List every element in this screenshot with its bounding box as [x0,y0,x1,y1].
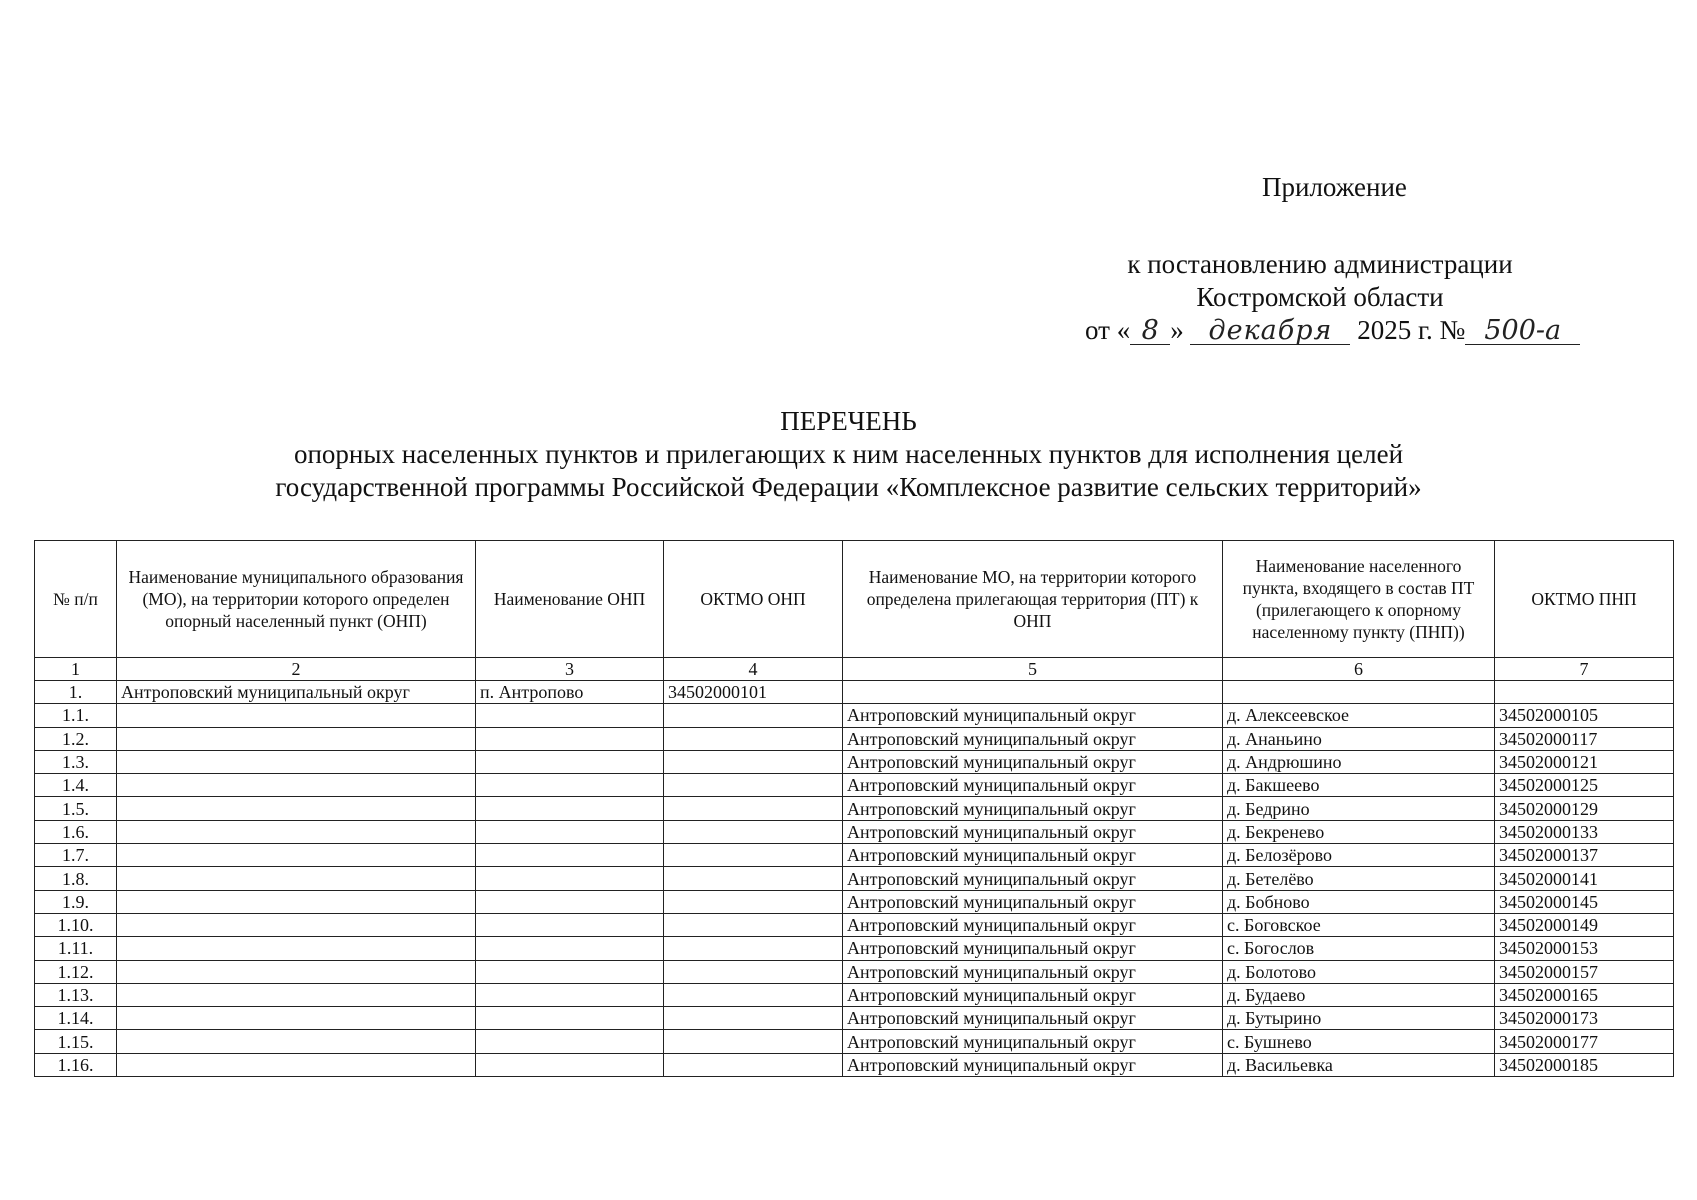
cell-number: 1.1. [35,704,117,727]
cell-pnp-name: д. Будаево [1223,983,1495,1006]
appendix-label: Приложение [1262,172,1407,202]
cell-number: 1.11. [35,937,117,960]
table-row [35,937,1674,960]
resolution-reference [1085,248,1562,347]
cell-pt-mo-name: Антроповский муниципальный округ [843,750,1223,773]
cell-onp-oktmo [664,937,843,960]
table-row [35,1030,1674,1053]
cell-onp-name [476,1007,664,1030]
cell-pnp-oktmo: 34502000117 [1495,727,1674,750]
cell-mo-name [117,704,476,727]
cell-pt-mo-name: Антроповский муниципальный округ [843,844,1223,867]
table-row [35,820,1674,843]
cell-pt-mo-name: Антроповский муниципальный округ [843,867,1223,890]
cell-onp-name [476,820,664,843]
cell-pt-mo-name: Антроповский муниципальный округ [843,960,1223,983]
cell-pt-mo-name: Антроповский муниципальный округ [843,774,1223,797]
title-line-1: опорных населенных пунктов и прилегающих к ним населенных пунктов для исполнения целей [293,439,1404,469]
column-number-row [35,658,1674,681]
header-onp-oktmo: ОКТМО ОНП [664,541,843,658]
cell-onp-oktmo [664,750,843,773]
column-number: 5 [843,658,1223,681]
cell-pnp-name: д. Ананьино [1223,727,1495,750]
table-row [35,960,1674,983]
cell-pnp-name: с. Богослов [1223,937,1495,960]
cell-onp-name [476,844,664,867]
cell-pnp-oktmo: 34502000185 [1495,1053,1674,1076]
cell-pnp-oktmo: 34502000137 [1495,844,1674,867]
cell-number: 1.8. [35,867,117,890]
cell-onp-oktmo [664,844,843,867]
cell-pnp-name: д. Бетелёво [1223,867,1495,890]
header-pnp-oktmo: ОКТМО ПНП [1495,541,1674,658]
cell-pt-mo-name: Антроповский муниципальный округ [843,913,1223,936]
table-row [35,867,1674,890]
settlements-table [34,540,1674,1077]
cell-number: 1.13. [35,983,117,1006]
header-onp-name: Наименование ОНП [476,541,664,658]
cell-pnp-oktmo: 34502000145 [1495,890,1674,913]
cell-onp-name [476,797,664,820]
table-row [35,704,1674,727]
cell-onp-name [476,937,664,960]
cell-pnp-oktmo: 34502000149 [1495,913,1674,936]
cell-pnp-name: д. Бутырино [1223,1007,1495,1030]
cell-pnp-oktmo: 34502000141 [1495,867,1674,890]
cell-mo-name [117,797,476,820]
cell-mo-name [117,913,476,936]
cell-mo-name [117,844,476,867]
cell-number: 1.14. [35,1007,117,1030]
column-number: 2 [117,658,476,681]
cell-onp-oktmo [664,960,843,983]
cell-mo-name [117,1007,476,1030]
header-mo-name: Наименование муниципального образования (МО), на территории которого определен опорный населенный пункт (ОНП) [117,541,476,658]
cell-number: 1.6. [35,820,117,843]
cell-pnp-oktmo: 34502000125 [1495,774,1674,797]
cell-pnp-oktmo: 34502000133 [1495,820,1674,843]
table-body [35,681,1674,1077]
cell-onp-oktmo [664,1053,843,1076]
cell-number: 1.4. [35,774,117,797]
cell-onp-oktmo [664,983,843,1006]
document-title [0,405,1697,504]
cell-pt-mo-name [843,681,1223,704]
cell-onp-oktmo [664,774,843,797]
cell-onp-name [476,1053,664,1076]
cell-number: 1.12. [35,960,117,983]
header-pt-mo-name: Наименование МО, на территории которого определена прилегающая территория (ПТ) к ОНП [843,541,1223,658]
cell-pnp-name: д. Алексеевское [1223,704,1495,727]
cell-number: 1.2. [35,727,117,750]
cell-pt-mo-name: Антроповский муниципальный округ [843,704,1223,727]
cell-onp-oktmo [664,890,843,913]
cell-number: 1.9. [35,890,117,913]
cell-onp-name [476,867,664,890]
cell-pt-mo-name: Антроповский муниципальный округ [843,1030,1223,1053]
handwritten-day: 8 [1130,318,1170,345]
cell-mo-name [117,820,476,843]
cell-onp-oktmo [664,727,843,750]
cell-pnp-name: д. Болотово [1223,960,1495,983]
cell-pt-mo-name: Антроповский муниципальный округ [843,1053,1223,1076]
cell-onp-oktmo [664,797,843,820]
cell-mo-name [117,960,476,983]
cell-pt-mo-name: Антроповский муниципальный округ [843,937,1223,960]
cell-number: 1.15. [35,1030,117,1053]
cell-pnp-oktmo: 34502000121 [1495,750,1674,773]
cell-pnp-oktmo: 34502000105 [1495,704,1674,727]
cell-pnp-name: с. Бушнево [1223,1030,1495,1053]
cell-pnp-oktmo: 34502000129 [1495,797,1674,820]
cell-pt-mo-name: Антроповский муниципальный округ [843,983,1223,1006]
cell-onp-oktmo [664,913,843,936]
column-number: 3 [476,658,664,681]
table-row [35,750,1674,773]
cell-onp-oktmo [664,867,843,890]
cell-number: 1.7. [35,844,117,867]
cell-onp-oktmo [664,820,843,843]
cell-pnp-name: д. Бекренево [1223,820,1495,843]
cell-onp-oktmo: 34502000101 [664,681,843,704]
cell-mo-name [117,867,476,890]
column-number: 6 [1223,658,1495,681]
table-row [35,681,1674,704]
cell-pnp-name: д. Андрюшино [1223,750,1495,773]
cell-onp-name [476,774,664,797]
cell-pnp-name: д. Бакшеево [1223,774,1495,797]
cell-number: 1.10. [35,913,117,936]
title-line-2: государственной программы Российской Федерации «Комплексное развитие сельских территорий» [275,472,1422,502]
cell-pnp-name: д. Белозёрово [1223,844,1495,867]
handwritten-month: декабря [1190,318,1350,345]
cell-onp-name [476,960,664,983]
resolution-date-line [1085,314,1562,347]
cell-pnp-oktmo: 34502000157 [1495,960,1674,983]
table-row [35,913,1674,936]
cell-pnp-oktmo: 34502000177 [1495,1030,1674,1053]
table-row [35,774,1674,797]
cell-pt-mo-name: Антроповский муниципальный округ [843,797,1223,820]
table-row [35,983,1674,1006]
cell-pnp-oktmo: 34502000165 [1495,983,1674,1006]
table-row [35,844,1674,867]
cell-pnp-name: д. Васильевка [1223,1053,1495,1076]
cell-mo-name [117,774,476,797]
table-row [35,1053,1674,1076]
cell-pnp-name: д. Бобново [1223,890,1495,913]
cell-onp-name [476,1030,664,1053]
date-prefix: от « [1085,315,1131,345]
cell-pt-mo-name: Антроповский муниципальный округ [843,1007,1223,1030]
cell-pt-mo-name: Антроповский муниципальный округ [843,890,1223,913]
cell-onp-name [476,727,664,750]
cell-onp-name [476,983,664,1006]
cell-pnp-oktmo: 34502000153 [1495,937,1674,960]
title-heading: ПЕРЕЧЕНЬ [780,406,917,436]
cell-onp-name: п. Антропово [476,681,664,704]
table-row [35,797,1674,820]
table-row [35,890,1674,913]
cell-pt-mo-name: Антроповский муниципальный округ [843,727,1223,750]
table-row [35,1007,1674,1030]
cell-pt-mo-name: Антроповский муниципальный округ [843,820,1223,843]
header-number: № п/п [35,541,117,658]
cell-number: 1.3. [35,750,117,773]
header-pnp-name: Наименование населенного пункта, входящего в состав ПТ (прилегающего к опорному населенному пункту (ПНП)) [1223,541,1495,658]
cell-onp-name [476,890,664,913]
cell-onp-name [476,704,664,727]
cell-onp-name [476,913,664,936]
cell-onp-oktmo [664,1030,843,1053]
cell-pnp-oktmo [1495,681,1674,704]
cell-mo-name [117,1053,476,1076]
table-row [35,727,1674,750]
cell-pnp-name: д. Бедрино [1223,797,1495,820]
column-number: 1 [35,658,117,681]
date-day-close: » [1170,315,1184,345]
cell-mo-name [117,937,476,960]
column-number: 4 [664,658,843,681]
cell-mo-name [117,1030,476,1053]
table-header-row [35,541,1674,658]
column-number: 7 [1495,658,1674,681]
cell-number: 1. [35,681,117,704]
cell-mo-name [117,750,476,773]
cell-number: 1.5. [35,797,117,820]
cell-onp-name [476,750,664,773]
date-year-number-label: 2025 г. № [1357,315,1466,345]
resolution-line-1: к постановлению администрации [1127,249,1513,279]
handwritten-resolution-number: 500-а [1465,318,1580,345]
cell-onp-oktmo [664,1007,843,1030]
resolution-line-2: Костромской области [1196,282,1444,312]
cell-pnp-name: с. Боговское [1223,913,1495,936]
cell-mo-name [117,727,476,750]
cell-mo-name: Антроповский муниципальный округ [117,681,476,704]
cell-pnp-name [1223,681,1495,704]
cell-pnp-oktmo: 34502000173 [1495,1007,1674,1030]
cell-mo-name [117,890,476,913]
cell-number: 1.16. [35,1053,117,1076]
cell-mo-name [117,983,476,1006]
cell-onp-oktmo [664,704,843,727]
